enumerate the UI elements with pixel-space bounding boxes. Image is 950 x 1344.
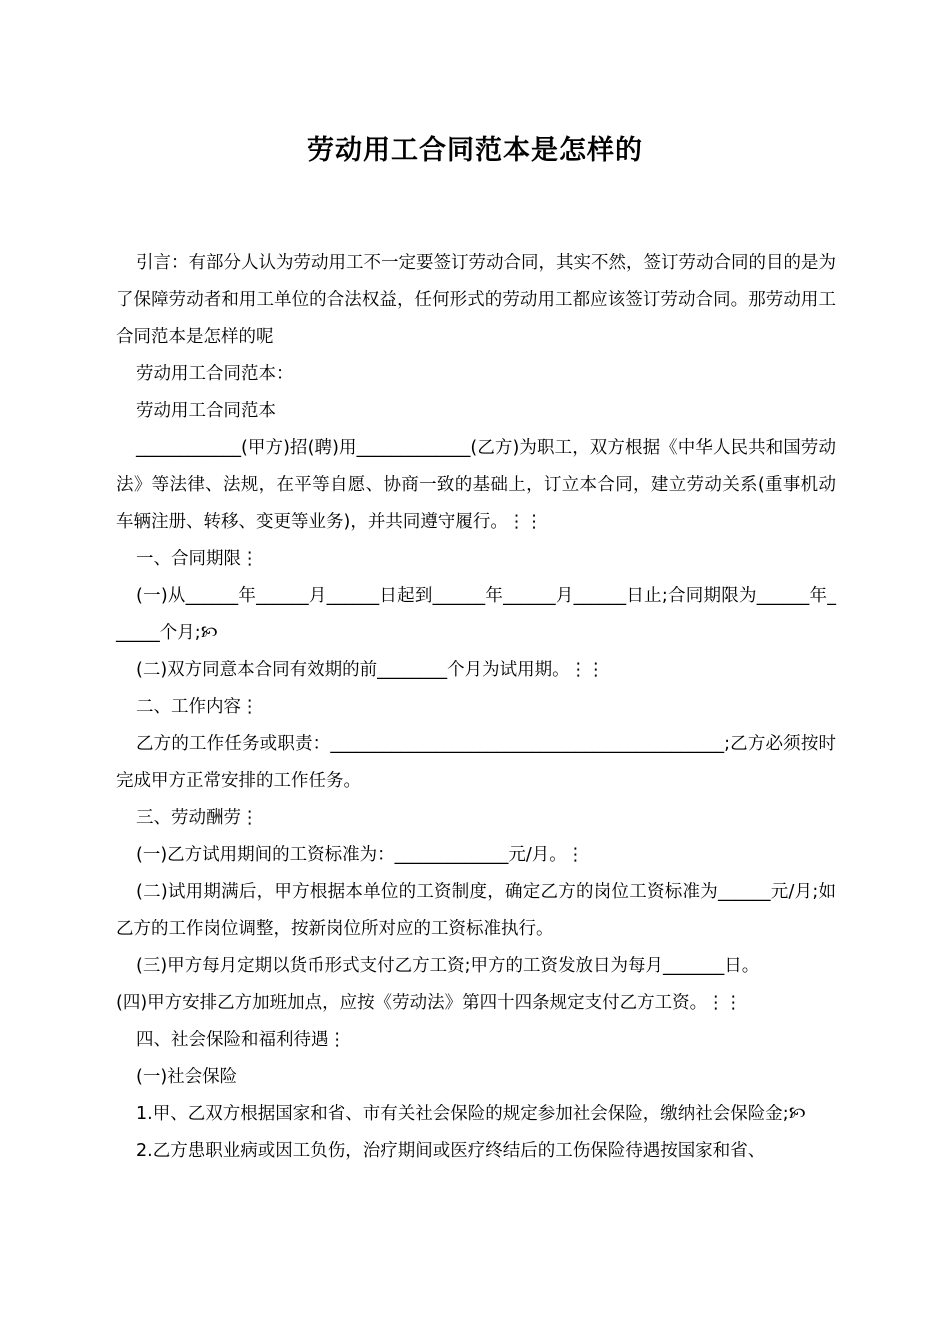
pay-clause-1: (一)乙方试用期间的工资标准为：_____________元/月。⋮ xyxy=(136,845,585,865)
insurance-clause-2: 2.乙方患职业病或因工负伤，治疗期间或医疗终结后的工伤保险待遇按国家和省、 xyxy=(136,1141,766,1161)
work-clause: 乙方的工作任务或职责：_____________________________________________;乙方必须按时完成甲方正常安排的工作任务。 xyxy=(116,734,836,791)
template-label: 劳动用工合同范本： xyxy=(136,364,294,384)
insurance-clause-1: 1.甲、乙双方根据国家和省、市有关社会保险的规定参加社会保险，缴纳社会保险金;🙡 xyxy=(136,1104,806,1124)
section-heading-pay: 三、劳动酬劳⋮ xyxy=(136,808,259,828)
document-body xyxy=(116,245,836,1170)
section-heading-work: 二、工作内容⋮ xyxy=(136,697,259,717)
template-heading: 劳动用工合同范本 xyxy=(136,401,276,421)
term-clause-2: (二)双方同意本合同有效期的前________个月为试用期。⋮⋮ xyxy=(136,660,605,680)
term-clause-1: (一)从______年______月______日起到______年______月______日止;合同期限为______年______个月;🙡 xyxy=(116,586,836,643)
pay-clause-4: (四)甲方安排乙方加班加点，应按《劳动法》第四十四条规定支付乙方工资。⋮⋮ xyxy=(116,993,743,1013)
section-heading-term: 一、合同期限⋮ xyxy=(136,549,259,569)
section-heading-insurance: 四、社会保险和福利待遇⋮ xyxy=(136,1030,346,1050)
document-title: 劳动用工合同范本是怎样的 xyxy=(307,135,643,166)
intro-paragraph: 引言：有部分人认为劳动用工不一定要签订劳动合同，其实不然，签订劳动合同的目的是为了保障劳动者和用工单位的合法权益，任何形式的劳动用工都应该签订劳动合同。那劳动用工合同范本是怎样的呢 xyxy=(116,253,836,347)
pay-clause-2: (二)试用期满后，甲方根据本单位的工资制度，确定乙方的岗位工资标准为______元/月;如乙方的工作岗位调整，按新岗位所对应的工资标准执行。 xyxy=(116,882,836,939)
preamble-paragraph: ____________(甲方)招(聘)用_____________(乙方)为职工，双方根据《中华人民共和国劳动法》等法律、法规，在平等自愿、协商一致的基础上，订立本合同，建立劳动关系(重事机动车辆注册、转移、变更等业务)，并共同遵守履行。⋮⋮ xyxy=(116,438,836,532)
pay-clause-3: (三)甲方每月定期以货币形式支付乙方工资;甲方的工资发放日为每月_______日。 xyxy=(136,956,760,976)
insurance-subheading: (一)社会保险 xyxy=(136,1067,238,1087)
